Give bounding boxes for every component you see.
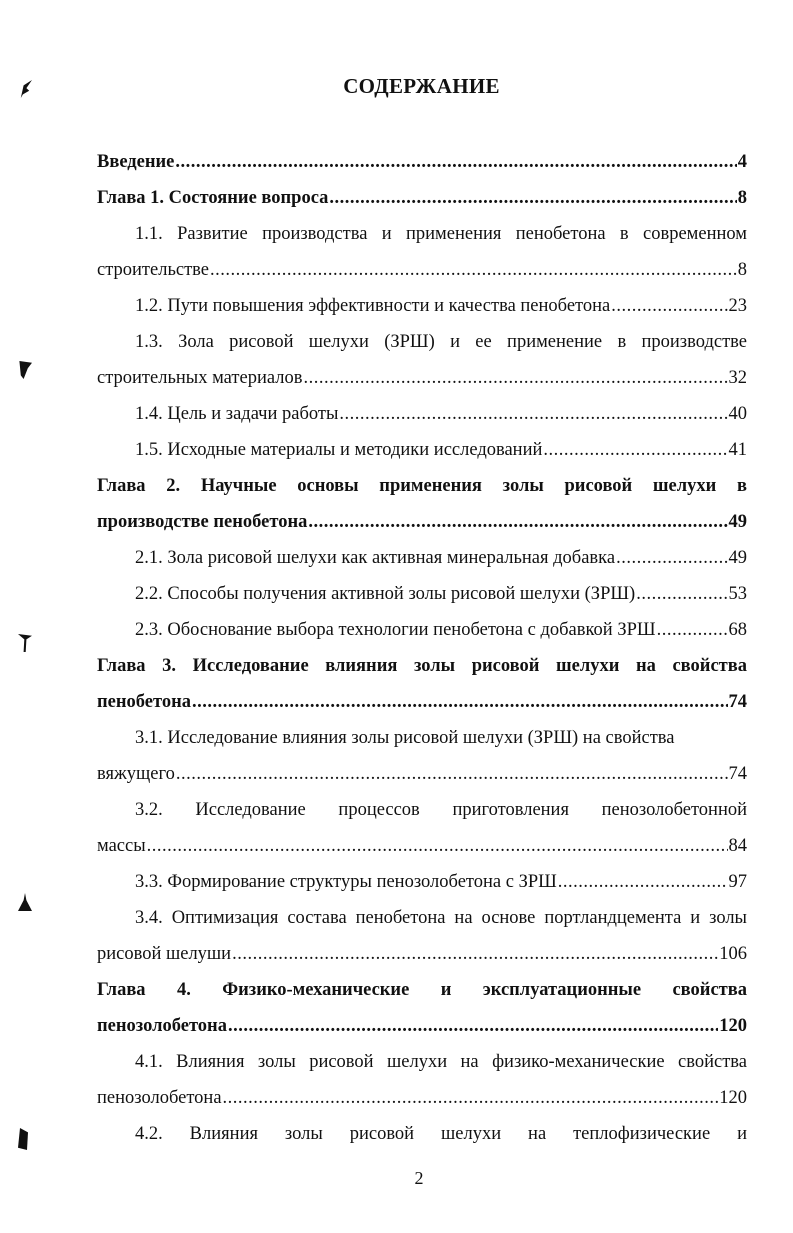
leader-dots — [558, 864, 728, 900]
toc-entry-3-2-line1: 3.2. Исследование процессов приготовления пенозолобетонной — [135, 800, 747, 820]
toc-entry-3-4-line1: 3.4. Оптимизация состава пенобетона на основе портландцемента и золы — [135, 908, 747, 928]
toc-entry-page: 23 — [728, 296, 747, 316]
toc-entry-3-1-line1: 3.1. Исследование влияния золы рисовой шелухи (ЗРШ) на свойства — [135, 728, 675, 748]
toc-entry-1-1-line1: 1.1. Развитие производства и применения пенобетона в современном — [135, 224, 747, 244]
toc-entry-1-3-line2 — [97, 360, 747, 396]
leader-dots — [232, 936, 718, 972]
toc-entry-page: 41 — [728, 440, 747, 460]
toc-entry-3-2-line2 — [97, 828, 747, 864]
toc-entry-page: 32 — [728, 368, 747, 388]
toc-entry-chapter-3-line1: Глава 3. Исследование влияния золы рисовой шелухи на свойства — [97, 656, 747, 676]
leader-dots — [616, 540, 727, 576]
leader-dots — [223, 1080, 719, 1116]
toc-entry-introduction — [97, 144, 747, 180]
toc-entry-3-4-line2 — [97, 936, 747, 972]
toc-entry-2-2 — [97, 576, 747, 612]
table-of-contents — [97, 144, 747, 1152]
toc-entry-1-2 — [97, 288, 747, 324]
toc-entry-page: 74 — [728, 692, 747, 712]
leader-dots — [308, 504, 727, 540]
toc-entry-page: 4 — [737, 152, 747, 172]
toc-entry-text: пенозолобетона — [97, 1016, 227, 1036]
leader-dots — [228, 1008, 718, 1044]
toc-entry-text: строительстве — [97, 260, 210, 280]
toc-entry-page: 97 — [728, 872, 747, 892]
leader-dots — [175, 144, 736, 180]
leader-dots — [303, 360, 727, 396]
toc-entry-page: 106 — [719, 944, 747, 964]
toc-entry-text: 1.4. Цель и задачи работы — [135, 404, 339, 424]
toc-entry-text: 1.5. Исходные материалы и методики исследований — [135, 440, 543, 460]
leader-dots — [329, 180, 736, 216]
toc-entry-text: пенозолобетона — [97, 1088, 222, 1108]
toc-entry-text: строительных материалов — [97, 368, 303, 388]
page-title: СОДЕРЖАНИЕ — [343, 74, 500, 98]
toc-entry-page: 120 — [719, 1016, 747, 1036]
scan-artifact-mark — [18, 893, 32, 911]
toc-entry-page: 49 — [728, 512, 747, 532]
toc-entry-text: 3.3. Формирование структуры пенозолобетона с ЗРШ — [135, 872, 557, 892]
toc-entry-chapter-2-line2 — [97, 504, 747, 540]
toc-entry-2-3 — [97, 612, 747, 648]
leader-dots — [339, 396, 727, 432]
leader-dots — [147, 828, 728, 864]
toc-entry-text: 2.3. Обоснование выбора технологии пенобетона с добавкой ЗРШ — [135, 620, 656, 640]
toc-entry-1-4 — [97, 396, 747, 432]
toc-entry-text: рисовой шелуши — [97, 944, 232, 964]
toc-entry-chapter-4-line2 — [97, 1008, 747, 1044]
toc-entry-chapter-1 — [97, 180, 747, 216]
scan-artifact-mark — [18, 1128, 28, 1150]
toc-entry-text: производстве пенобетона — [97, 512, 308, 532]
toc-entry-1-5 — [97, 432, 747, 468]
leader-dots — [176, 756, 728, 792]
toc-entry-page: 8 — [737, 188, 747, 208]
toc-entry-3-1-line2 — [97, 756, 747, 792]
scan-artifact-mark — [18, 634, 32, 652]
toc-entry-text: Глава 1. Состояние вопроса — [97, 188, 329, 208]
toc-entry-page: 120 — [719, 1088, 747, 1108]
toc-entry-chapter-4-line1: Глава 4. Физико-механические и эксплуатационные свойства — [97, 980, 747, 1000]
leader-dots — [611, 288, 727, 324]
toc-entry-text: 2.2. Способы получения активной золы рисовой шелухи (ЗРШ) — [135, 584, 636, 604]
scan-artifact-mark — [18, 361, 32, 379]
toc-entry-page: 84 — [728, 836, 747, 856]
toc-entry-4-1-line1: 4.1. Влияния золы рисовой шелухи на физико-механические свойства — [135, 1052, 747, 1072]
toc-entry-1-1-line2 — [97, 252, 747, 288]
leader-dots — [636, 576, 727, 612]
toc-entry-page: 74 — [728, 764, 747, 784]
toc-entry-2-1 — [97, 540, 747, 576]
toc-entry-chapter-2-line1: Глава 2. Научные основы применения золы рисовой шелухи в — [97, 476, 747, 496]
leader-dots — [543, 432, 727, 468]
toc-entry-page: 68 — [728, 620, 747, 640]
toc-entry-text: массы — [97, 836, 146, 856]
leader-dots — [192, 684, 728, 720]
toc-entry-page: 8 — [737, 260, 747, 280]
toc-entry-text: Введение — [97, 152, 175, 172]
toc-entry-text: пенобетона — [97, 692, 191, 712]
toc-entry-3-3 — [97, 864, 747, 900]
toc-entry-text: вяжущего — [97, 764, 175, 784]
toc-entry-chapter-3-line2 — [97, 684, 747, 720]
toc-entry-text: 1.2. Пути повышения эффективности и качества пенобетона — [135, 296, 611, 316]
toc-entry-1-3-line1: 1.3. Зола рисовой шелухи (ЗРШ) и ее применение в производстве — [135, 332, 747, 352]
leader-dots — [657, 612, 728, 648]
toc-entry-text: 2.1. Зола рисовой шелухи как активная минеральная добавка — [135, 548, 616, 568]
page-number: 2 — [414, 1168, 424, 1188]
toc-entry-page: 53 — [728, 584, 747, 604]
toc-entry-page: 49 — [728, 548, 747, 568]
toc-entry-page: 40 — [728, 404, 747, 424]
leader-dots — [210, 252, 737, 288]
toc-entry-4-1-line2 — [97, 1080, 747, 1116]
toc-entry-4-2-line1: 4.2. Влияния золы рисовой шелухи на теплофизические и — [135, 1124, 747, 1144]
